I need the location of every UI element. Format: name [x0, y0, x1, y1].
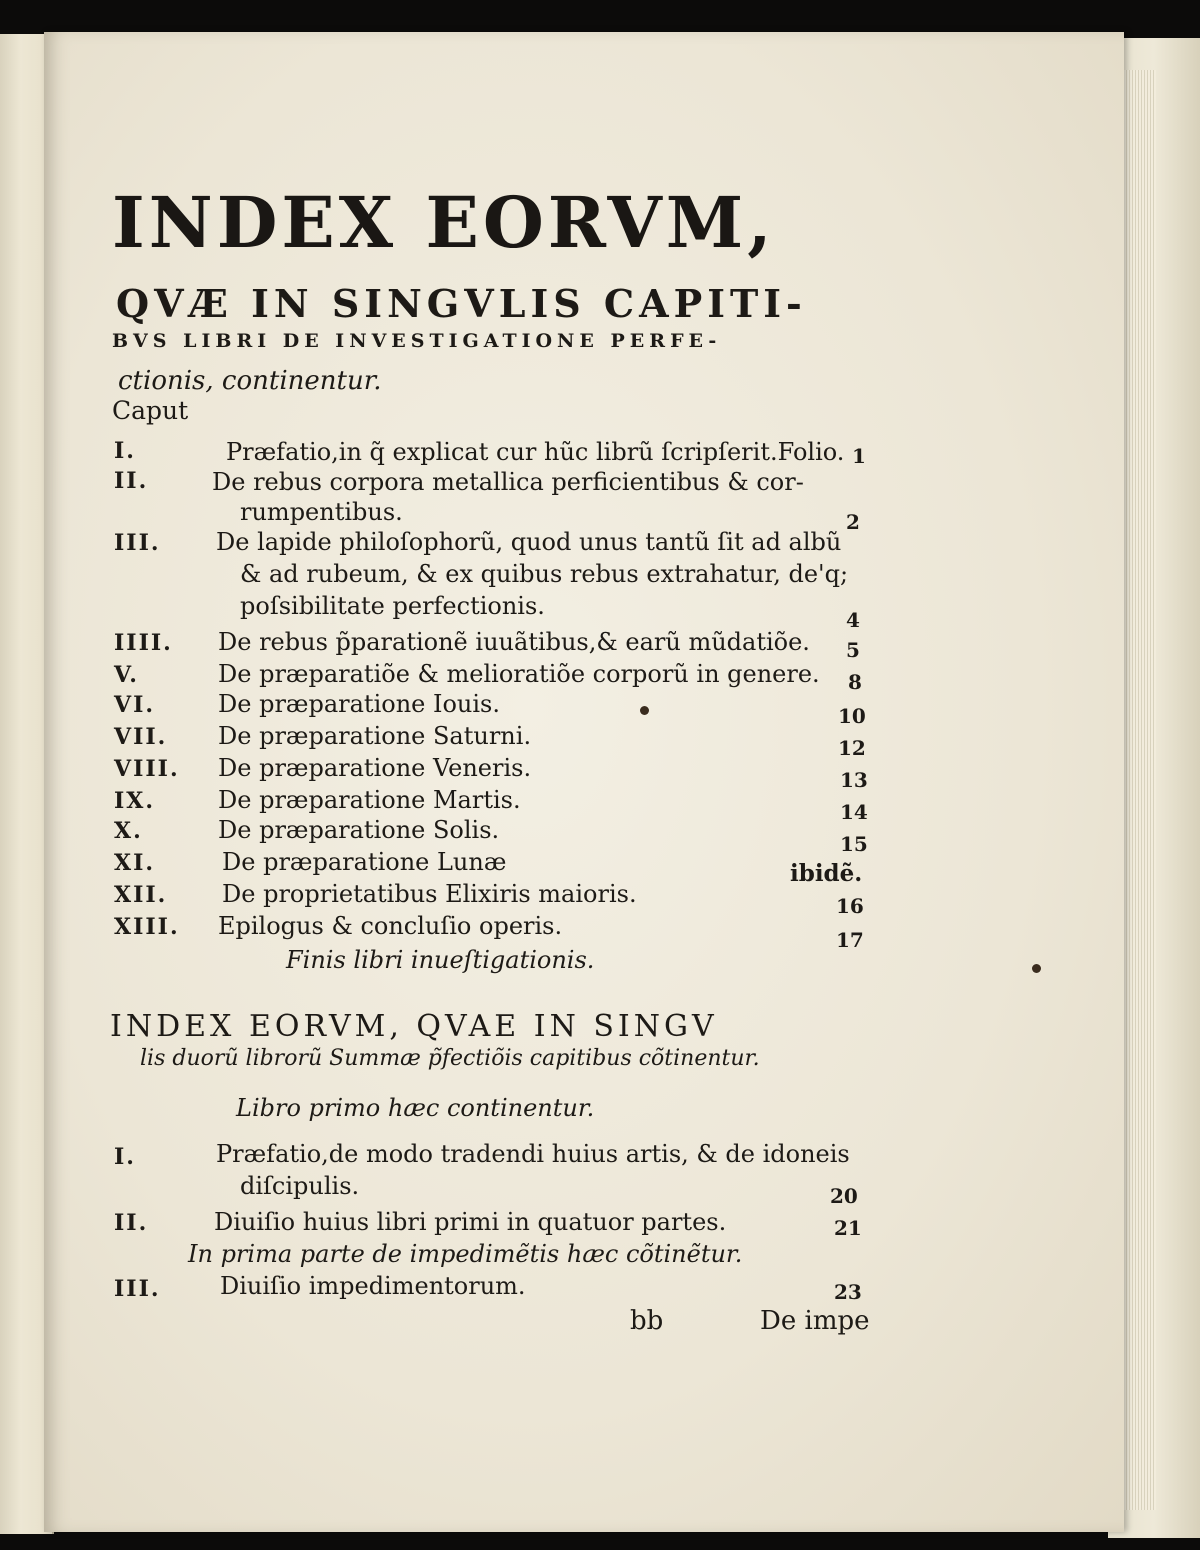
- entry-page: 20: [830, 1184, 858, 1208]
- entry-text: De præparatione Lunæ: [222, 848, 507, 876]
- entry-page: ibidẽ.: [790, 860, 863, 887]
- entry-number: XI.: [114, 850, 156, 876]
- ink-spot: [640, 706, 649, 715]
- entry-text: De præparatione Saturni.: [218, 722, 532, 750]
- section-title: INDEX EORVM, QVAE IN SINGV: [110, 1009, 718, 1044]
- entry-number: XII.: [114, 882, 168, 908]
- entry-text: Præfatio,in q̃ explicat cur hũc librũ ſcripſerit.Folio.: [226, 438, 845, 466]
- entry-page: 13: [840, 768, 868, 792]
- entry-number: V.: [114, 662, 139, 688]
- subheading-libro-primo: Libro primo hæc continentur.: [236, 1094, 595, 1122]
- entry-text: diſcipulis.: [240, 1172, 360, 1200]
- entry-page: 5: [846, 638, 860, 662]
- ink-spot: [1032, 964, 1041, 973]
- section-title-cont: lis duorũ librorũ Summæ p̃fectiõis capitibus cõtinentur.: [140, 1046, 760, 1071]
- entry-page: 8: [848, 670, 862, 694]
- entry-number: VII.: [114, 724, 168, 750]
- entry-number: I.: [114, 1144, 136, 1170]
- title-line-4: ctionis, continentur.: [118, 366, 382, 396]
- entry-number: III.: [114, 1276, 161, 1302]
- entry-text: Diuiſio impedimentorum.: [220, 1272, 526, 1300]
- entry-number: II.: [114, 1210, 149, 1236]
- entry-text: rumpentibus.: [240, 498, 403, 526]
- subheading-prima-parte: In prima parte de impedimẽtis hæc cõtinẽtur.: [188, 1240, 743, 1268]
- entry-text: Præfatio,de modo tradendi huius artis, & de idoneis: [216, 1140, 850, 1168]
- entry-text: De præparatiõe & melioratiõe corporũ in genere.: [218, 660, 820, 688]
- entry-page: 10: [838, 704, 866, 728]
- page-title: INDEX EORVM,: [112, 181, 776, 264]
- finis-line: Finis libri inueſtigationis.: [286, 946, 595, 974]
- entry-text: De præparatione Veneris.: [218, 754, 532, 782]
- signature-mark: bb: [630, 1306, 664, 1336]
- entry-text: De rebus corpora metallica perficientibus & cor-: [212, 468, 804, 496]
- entry-text: De præparatione Iouis.: [218, 690, 500, 718]
- entry-number: VI.: [114, 692, 156, 718]
- entry-page: 16: [836, 894, 864, 918]
- entry-text: De præparatione Solis.: [218, 816, 500, 844]
- entry-number: XIII.: [114, 914, 180, 940]
- entry-number: X.: [114, 818, 143, 844]
- entry-text: Diuiſio huius libri primi in quatuor partes.: [214, 1208, 727, 1236]
- entry-text: De rebus p̃parationẽ iuuãtibus,& earũ mũdatiõe.: [218, 628, 810, 656]
- entry-text: De proprietatibus Elixiris maioris.: [222, 880, 637, 908]
- entry-number: VIII.: [114, 756, 180, 782]
- entry-text: De lapide philoſophorũ, quod unus tantũ ſit ad albũ: [216, 528, 842, 556]
- entry-page: 23: [834, 1280, 862, 1304]
- catchword: De impe: [760, 1306, 870, 1336]
- entry-page: 4: [846, 608, 860, 632]
- entry-number: IX.: [114, 788, 156, 814]
- title-line-2: QVÆ IN SINGVLIS CAPITI-: [116, 281, 807, 326]
- entry-number: I.: [114, 438, 136, 464]
- entry-page: 1: [852, 444, 866, 468]
- entry-number: III.: [114, 530, 161, 556]
- entry-number: II.: [114, 468, 149, 494]
- entry-page: 17: [836, 928, 864, 952]
- entry-text: Epilogus & concluſio operis.: [218, 912, 563, 940]
- entry-page: 15: [840, 832, 868, 856]
- entry-page: 12: [838, 736, 866, 760]
- caput-label: Caput: [112, 396, 189, 425]
- entry-number: IIII.: [114, 630, 173, 656]
- entry-text: De præparatione Martis.: [218, 786, 521, 814]
- entry-page: 2: [846, 510, 860, 534]
- title-line-3: BVS LIBRI DE INVESTIGATIONE PERFE-: [112, 330, 722, 352]
- entry-page: 14: [840, 800, 868, 824]
- entry-page: 21: [834, 1216, 862, 1240]
- entry-text: poſsibilitate perfectionis.: [240, 592, 545, 620]
- entry-text: & ad rubeum, & ex quibus rebus extrahatur, de'q;: [240, 560, 849, 588]
